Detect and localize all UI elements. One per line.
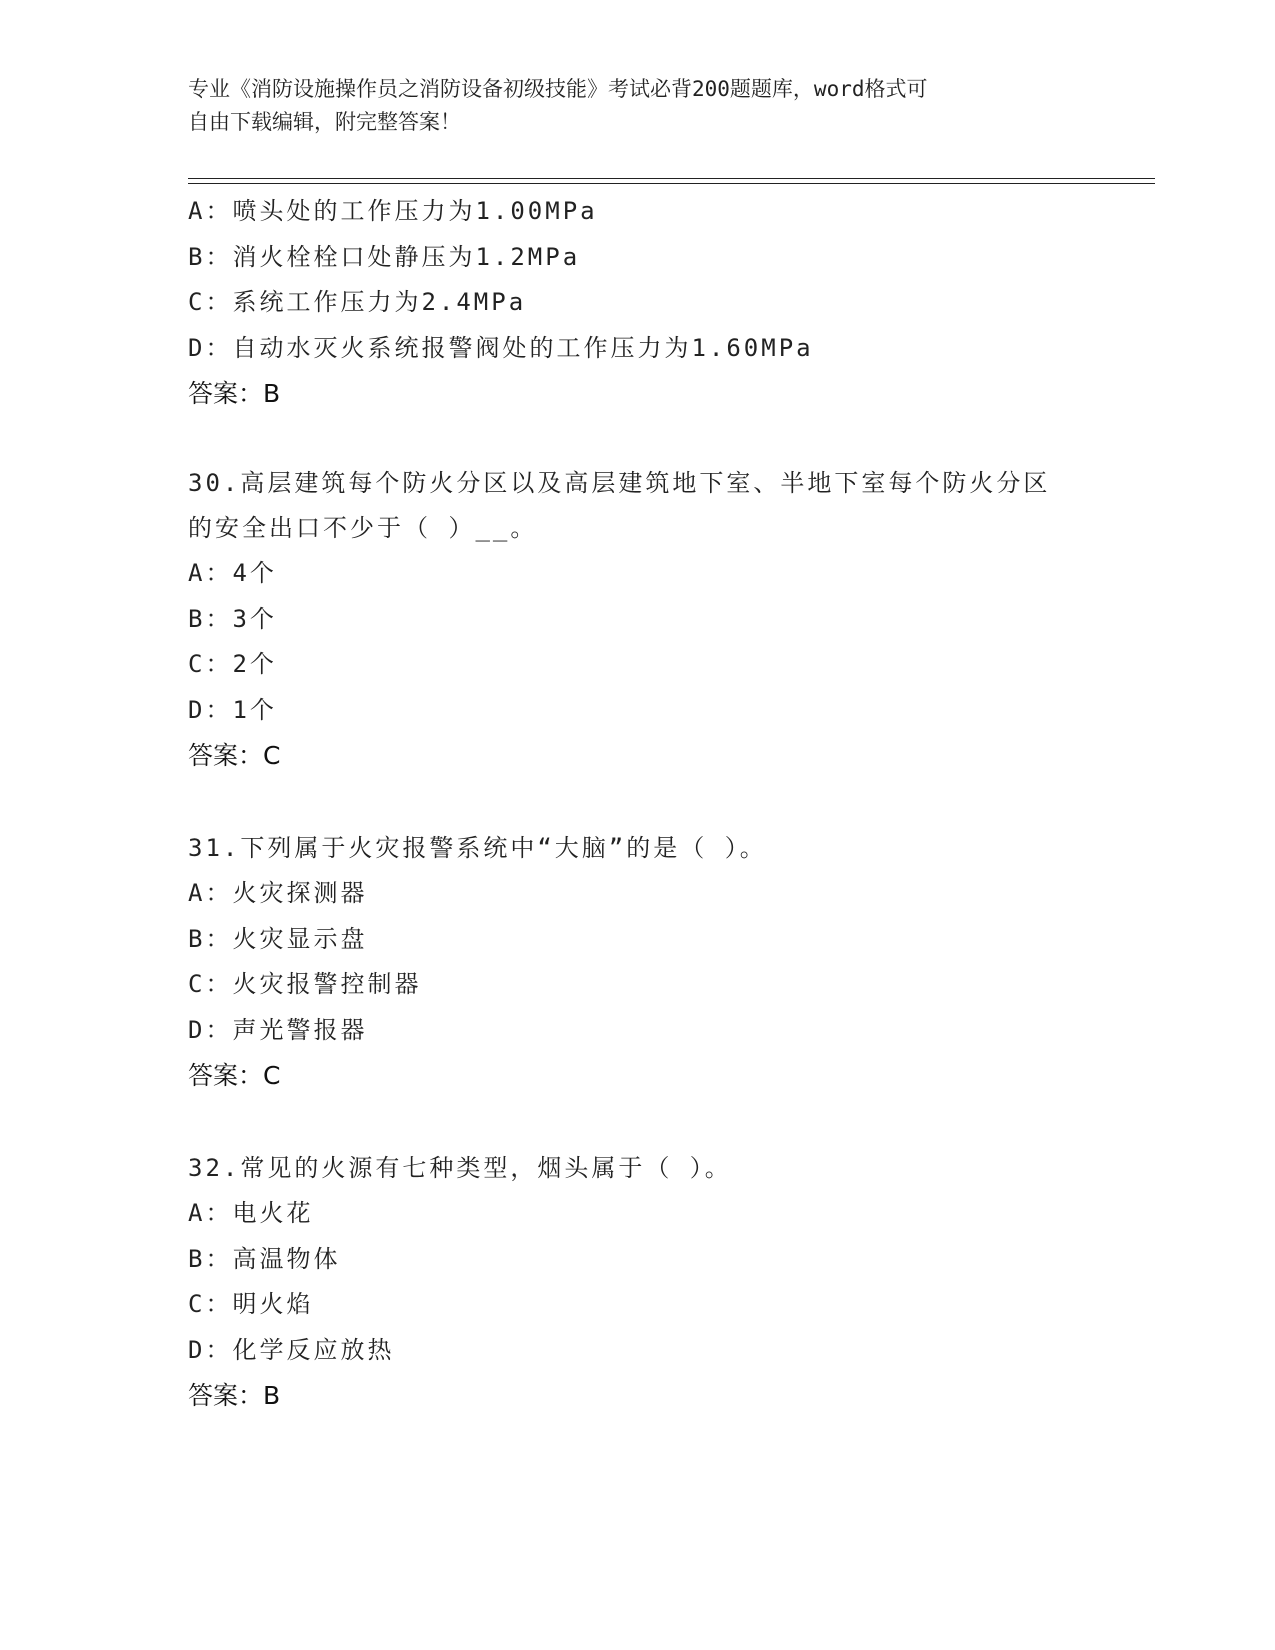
header-divider-bottom bbox=[188, 183, 1155, 184]
option-b: B：火灾显示盘 bbox=[188, 924, 368, 953]
option-d: D：1个 bbox=[188, 695, 277, 724]
option-b: B：3个 bbox=[188, 604, 277, 633]
header-divider-top bbox=[188, 178, 1155, 179]
option-b: B：消火栓栓口处静压为1.2MPa bbox=[188, 242, 581, 271]
option-c: C：2个 bbox=[188, 650, 277, 678]
question-block bbox=[188, 826, 1088, 1099]
option-c: C：明火焰 bbox=[188, 1290, 314, 1318]
document-header bbox=[188, 73, 1088, 139]
option-c: C：火灾报警控制器 bbox=[188, 970, 422, 998]
option-a: A：电火花 bbox=[188, 1199, 314, 1227]
question-block bbox=[188, 189, 1088, 417]
header-line-2: 自由下载编辑，附完整答案！ bbox=[188, 110, 461, 134]
question-stem: 30.高层建筑每个防火分区以及高层建筑地下室、半地下室每个防火分区的安全出口不少于（ ）__。 bbox=[188, 469, 1051, 542]
option-d: D：自动水灭火系统报警阀处的工作压力为1.60MPa bbox=[188, 333, 814, 362]
answer-line: 答案：B bbox=[188, 379, 281, 408]
option-c: C：系统工作压力为2.4MPa bbox=[188, 288, 527, 316]
answer-line: 答案：B bbox=[188, 1381, 281, 1410]
option-a: A：4个 bbox=[188, 559, 277, 587]
header-line-1: 专业《消防设施操作员之消防设备初级技能》考试必背200题题库，word格式可 bbox=[188, 77, 928, 101]
question-stem: 32.常见的火源有七种类型，烟头属于（ ）。 bbox=[188, 1154, 732, 1182]
question-block bbox=[188, 461, 1088, 779]
question-stem: 31.下列属于火灾报警系统中“大脑”的是（ ）。 bbox=[188, 834, 767, 862]
option-b: B：高温物体 bbox=[188, 1244, 341, 1273]
option-d: D：声光警报器 bbox=[188, 1015, 368, 1044]
option-a: A：火灾探测器 bbox=[188, 879, 368, 907]
option-d: D：化学反应放热 bbox=[188, 1335, 395, 1364]
answer-line: 答案：C bbox=[188, 1061, 281, 1090]
answer-line: 答案：C bbox=[188, 741, 281, 770]
question-block bbox=[188, 1146, 1088, 1419]
option-a: A：喷头处的工作压力为1.00MPa bbox=[188, 197, 598, 225]
